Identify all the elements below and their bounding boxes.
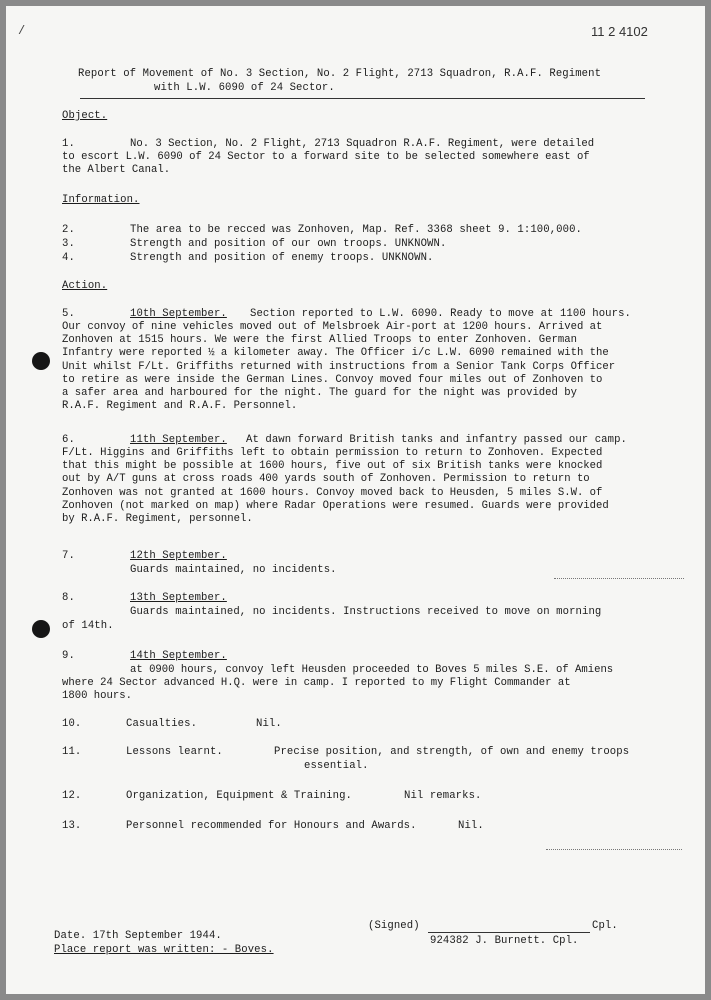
para5-first-line: Section reported to L.W. 6090. Ready to move at 1100 hours. — [250, 308, 631, 320]
info-number-2: 2. — [62, 224, 75, 236]
item10-label: Casualties. — [126, 718, 198, 730]
para6-line: that this might be possible at 1600 hours, five out of six British tanks were knocked — [62, 460, 603, 473]
para8-number: 8. — [62, 592, 75, 604]
para7-text: Guards maintained, no incidents. — [130, 564, 337, 576]
object-heading: Object. — [62, 110, 108, 122]
para9-line: where 24 Sector advanced H.Q. were in camp. I reported to my Flight Commander at — [62, 677, 571, 689]
report-title-line1: Report of Movement of No. 3 Section, No. 2 Flight, 2713 Squadron, R.A.F. Regiment — [78, 68, 602, 80]
para6-date: 11th September. — [130, 434, 227, 446]
information-heading: Information. — [62, 194, 140, 206]
para5-line: Unit whilst F/Lt. Griffiths returned with instructions from a Senior Tank Corps Officer — [62, 360, 616, 373]
item10-value: Nil. — [256, 718, 282, 730]
item11-label: Lessons learnt. — [126, 746, 223, 758]
document-page — [6, 6, 705, 994]
item11-number: 11. — [62, 746, 82, 758]
item13-number: 13. — [62, 820, 82, 832]
title-underline — [80, 98, 645, 99]
report-title-line2: with L.W. 6090 of 24 Sector. — [154, 82, 335, 94]
punch-hole — [32, 620, 50, 638]
para5-line: Infantry were reported ½ a kilometer away. The Officer i/c L.W. 6090 remained with the — [62, 347, 609, 360]
scan-artifact — [554, 578, 684, 580]
item13-value: Nil. — [458, 820, 484, 832]
para6-line: by R.A.F. Regiment, personnel. — [62, 513, 253, 526]
para6-first-line: At dawn forward British tanks and infantry passed our camp. — [246, 434, 627, 446]
item12-label: Organization, Equipment & Training. — [126, 790, 353, 802]
info-number-3: 3. — [62, 238, 75, 250]
para6-line: Zonhoven (not marked on map) where Radar Operations were resumed. Guards were provided — [62, 499, 609, 512]
para5-body — [62, 321, 615, 413]
para6-line: Zonhoven was not granted at 1600 hours. Convoy moved back to Heusden, 5 miles S.W. of — [62, 486, 603, 499]
para7-date: 12th September. — [130, 550, 227, 562]
para6-body — [62, 447, 609, 526]
para5-date: 10th September. — [130, 308, 227, 320]
signature-rank: Cpl. — [592, 920, 618, 932]
object-paragraph — [130, 138, 594, 151]
info-text-4: Strength and position of enemy troops. UNKNOWN. — [130, 252, 434, 264]
object-number: 1. — [62, 138, 75, 150]
item11-value: Precise position, and strength, of own and enemy troops — [274, 746, 630, 758]
para5-line: to retire as were inside the German Lines. Convoy moved four miles out of Zonhoven to — [62, 373, 603, 386]
para9-line1 — [130, 664, 613, 677]
item12-number: 12. — [62, 790, 82, 802]
para5-line: a safer area and harboured for the night. The guard for the night was provided by — [62, 387, 577, 400]
signed-label: (Signed) — [368, 920, 420, 932]
punch-hole — [32, 352, 50, 370]
object-line: the Albert Canal. — [62, 164, 171, 177]
para9-line: at 0900 hours, convoy left Heusden proceeded to Boves 5 miles S.E. of Amiens — [130, 664, 614, 676]
object-paragraph-cont — [62, 151, 590, 177]
para6-line: out by A/T guns at cross roads 400 yards south of Zonhoven. Permission to return to — [62, 473, 590, 486]
report-date: Date. 17th September 1944. — [54, 930, 222, 942]
corner-mark: / — [18, 24, 26, 38]
info-text-2: The area to be recced was Zonhoven, Map. Ref. 3368 sheet 9. 1:100,000. — [130, 224, 583, 236]
para5-line: R.A.F. Regiment and R.A.F. Personnel. — [62, 400, 298, 413]
para8-date: 13th September. — [130, 592, 227, 604]
para9-body — [62, 677, 571, 703]
para9-number: 9. — [62, 650, 75, 662]
para8-text: Guards maintained, no incidents. Instructions received to move on morning — [130, 606, 602, 618]
item11-value-cont: essential. — [304, 760, 369, 772]
para5-number: 5. — [62, 308, 75, 320]
signatory-name: 924382 J. Burnett. Cpl. — [430, 935, 579, 947]
info-text-3: Strength and position of our own troops. UNKNOWN. — [130, 238, 447, 250]
para8-continuation: of 14th. — [62, 620, 114, 632]
para5-line: Our convoy of nine vehicles moved out of Melsbroek Air-port at 1200 hours. Arrived at — [62, 321, 603, 333]
item12-value: Nil remarks. — [404, 790, 482, 802]
info-number-4: 4. — [62, 252, 75, 264]
scan-artifact — [546, 849, 682, 851]
para7-number: 7. — [62, 550, 75, 562]
object-line: No. 3 Section, No. 2 Flight, 2713 Squadron R.A.F. Regiment, were detailed — [130, 138, 595, 150]
reference-number: 11 2 4102 — [591, 24, 648, 39]
para9-line: 1800 hours. — [62, 690, 132, 703]
item13-label: Personnel recommended for Honours and Awards. — [126, 820, 417, 832]
signature-line — [428, 932, 590, 933]
para9-date: 14th September. — [130, 650, 227, 662]
item10-number: 10. — [62, 718, 82, 730]
report-place: Place report was written: - Boves. — [54, 944, 274, 956]
object-line: to escort L.W. 6090 of 24 Sector to a forward site to be selected somewhere east of — [62, 151, 590, 163]
action-heading: Action. — [62, 280, 108, 292]
para6-number: 6. — [62, 434, 75, 446]
para6-line: F/Lt. Higgins and Griffiths left to obtain permission to return to Zonhoven. Expected — [62, 447, 603, 459]
para5-line: Zonhoven at 1515 hours. We were the first Allied Troops to enter Zonhoven. German — [62, 334, 577, 347]
